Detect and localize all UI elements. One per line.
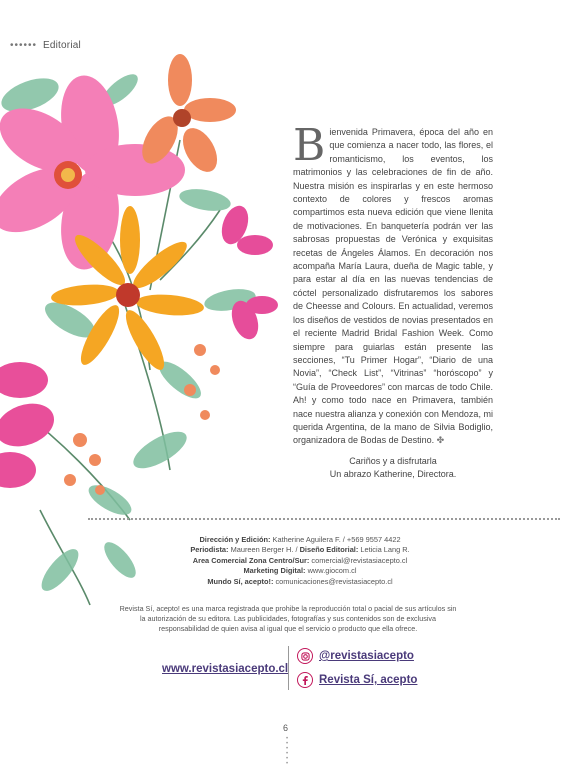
facebook-icon [297, 672, 313, 688]
page-dots: • • • • • • [286, 736, 289, 767]
signoff [293, 455, 493, 481]
credit-line: Marketing Digital: www.giocom.cl [243, 566, 357, 576]
credit-line: Area Comercial Zona Centro/Sur: comercial@revistasiacepto.cl [192, 555, 408, 565]
editorial-text: ienvenida Primavera, época del año en que comienza a nacer todo, las flores, el romanticismo, los eventos, los matrimonios y las celebraciones de fin de año. Nuestra misión es inspirarlas y en este hermoso contexto de colores y frescos aromas compartimos esta nueva edición que viene llenita de motivaciones. En banquetería podrán ver las sabrosas propuestas de Verónica y exquisitas recetas de Ángeles Álamos. En decoración nos acompaña María Laura, dueña de Magic table, y para estar al día en las nuevas tendencias de cóctel personalizado disfrutaremos los sabores de Cheesse and Colours. En actualidad, veremos los diseños de vestidos de novias presentados en el reciente Madrid Bridal Fashion Week. Como siempre para guiarlas están presente las secciones, “Tu Primer Hogar”, “Diario de una Novia”, “Check List”, “Vitrinas” “horóscopo” y “Guía de Proveedores” con marcas de todo Chile. Ah! y como todo nace en Primavera, también nace nuestra alianza y conexión con Mendoza, mi querida Argentina, de la mano de Silvia Bodiglio, organizadora de Bodas de Destino. [293, 127, 493, 446]
instagram-handle: @revistasiacepto [319, 650, 414, 662]
facebook-page: Revista Sí, acepto [319, 674, 418, 686]
page-number: 6 [283, 723, 289, 733]
signoff-line-1: Cariños y a disfrutarla [349, 456, 437, 466]
signoff-line-2: Un abrazo Katherine, Directora. [329, 469, 457, 479]
credit-line: Mundo Sí, acepto!: comunicaciones@revistasiacepto.cl [207, 576, 393, 586]
facebook-link[interactable] [297, 672, 417, 688]
legal-notice: Revista Sí, acepto! es una marca registrada que prohibe la reproducción total o pacial de sus artículos sin la autorización de su editora. Las publicidades, fotografías y sus contenidos son de exclusiva responsabilidad de quien avisa al igual que el servicio o producto que ella ofrece. [119, 604, 457, 633]
instagram-icon [297, 648, 313, 664]
bottom-pink-flower [0, 362, 60, 488]
drop-cap: B [293, 120, 326, 171]
credit-line: Dirección y Edición: Katherine Aguilera F. / +569 9557 4422 [199, 535, 401, 544]
section-title: Editorial [43, 40, 81, 51]
dotted-divider [88, 518, 560, 520]
section-dots: •••••• [10, 40, 38, 51]
footer-separator [288, 646, 289, 690]
credit-line: Periodista: Maureen Berger H. / Diseño Editorial: Leticia Lang R. [190, 545, 410, 555]
coral-flower [135, 54, 236, 178]
website-link[interactable]: www.revistasiacepto.cl [162, 663, 289, 675]
floral-illustration [0, 50, 280, 610]
instagram-link[interactable] [297, 648, 414, 664]
magenta-flowers [217, 202, 278, 343]
editorial-body [293, 120, 493, 448]
end-mark-icon: ✤ [436, 435, 445, 446]
credits [160, 535, 440, 587]
